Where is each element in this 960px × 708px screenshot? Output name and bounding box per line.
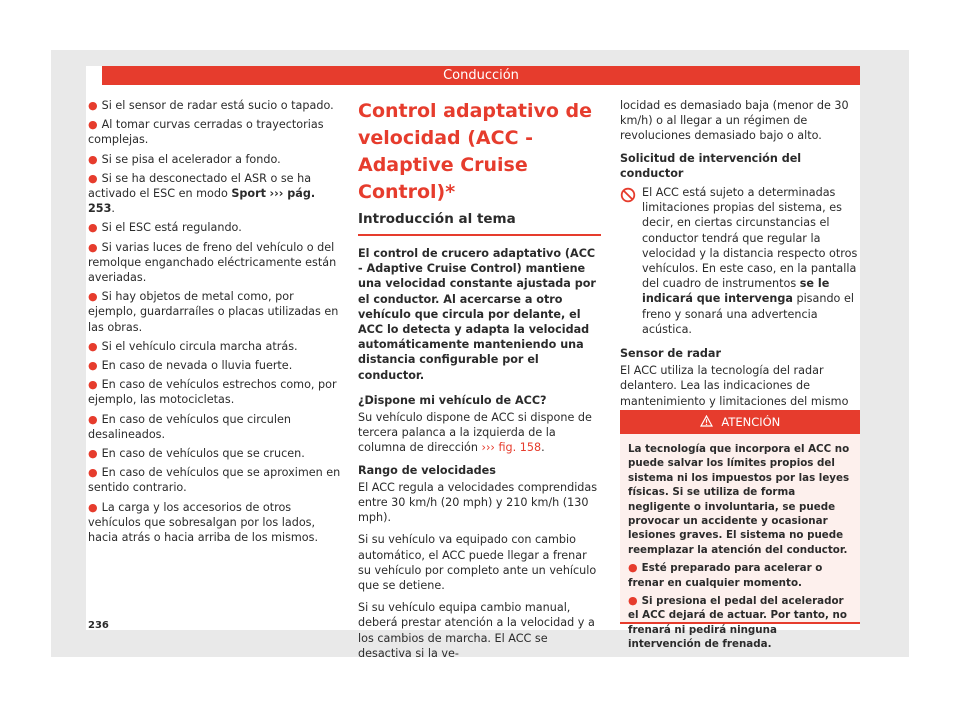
section-header: Conducción xyxy=(102,66,860,85)
bullet-icon: ● xyxy=(88,118,98,132)
radar-paragraph: El ACC utiliza la tecnología del radar delantero. Lea las indicaciones de mantenimiento y limitaciones del mismo xyxy=(620,363,862,424)
note-text: El ACC está sujeto a determinadas limitaciones propias del sistema, es decir, en ciertas circunstancias el conductor tendrá que regular la velocidad y la distancia respecto otros vehículos. En este caso, en la pantalla del cuadro de instrumentos se le indicará que intervenga pisando el freno y sonará una advertencia acústica. xyxy=(642,186,858,336)
list-item: ● Si varias luces de freno del vehículo o del remolque enganchado eléctricamente están averiadas. xyxy=(88,240,337,285)
bullet-icon: ● xyxy=(88,290,98,304)
warning-item: ● Si presiona el pedal del acelerador el ACC dejará de actuar. Por tanto, no frenará ni pedirá ninguna intervención de frenada. xyxy=(628,594,847,651)
list-item: ● La carga y los accesorios de otros vehículos que sobresalgan por los lados, hacia atrás o hacia arriba de los mismos. xyxy=(88,500,319,545)
page-number: 236 xyxy=(88,620,109,631)
note-block xyxy=(620,185,862,337)
bullet-icon: ● xyxy=(628,561,638,575)
bullet-icon: ● xyxy=(88,466,98,480)
bullet-icon: ● xyxy=(88,221,98,235)
bullet-icon: ● xyxy=(88,240,98,254)
continued-paragraph: locidad es demasiado baja (menor de 30 km/h) o al llegar a un régimen de revoluciones demasiado bajo o alto. xyxy=(620,99,849,143)
list-item: ● En caso de nevada o lluvia fuerte. xyxy=(88,359,293,373)
figure-reference-link[interactable]: ››› fig. 158 xyxy=(481,441,542,455)
warning-title: ATENCIÓN xyxy=(721,415,781,429)
bullet-icon: ● xyxy=(88,171,98,185)
warning-header xyxy=(620,410,860,434)
list-item: ● Si se pisa el acelerador a fondo. xyxy=(88,152,281,166)
bullet-icon: ● xyxy=(88,339,98,353)
list-item: ● En caso de vehículos que se crucen. xyxy=(88,447,305,461)
bullet-icon: ● xyxy=(88,500,98,514)
middle-column xyxy=(358,98,601,668)
left-column xyxy=(88,98,342,549)
list-item: ● En caso de vehículos que circulen desalineados. xyxy=(88,412,291,441)
section-title: Control adaptativo de velocidad (ACC - Adaptive Cruise Control)* xyxy=(358,100,593,203)
list-item: ● En caso de vehículos estrechos como, por ejemplo, las motocicletas. xyxy=(88,378,337,407)
right-column xyxy=(620,98,862,431)
prohibited-icon xyxy=(620,185,642,337)
warning-body xyxy=(620,434,860,664)
question-paragraph: Su vehículo dispone de ACC si dispone de tercera palanca a la izquierda de la columna de dirección ››› fig. 158. xyxy=(358,411,592,455)
question-heading: ¿Dispone mi vehículo de ACC? xyxy=(358,393,547,407)
warning-intro: La tecnología que incorpora el ACC no puede salvar los límites propios del sistema ni los impuestos por las leyes físicas. Si se utiliza de forma negligente o involuntaria, se puede provocar un accidente y ocasionar lesiones graves. El sistema no puede reemplazar la atención del conductor. xyxy=(628,443,850,556)
bullet-icon: ● xyxy=(88,359,98,373)
range-paragraph: El ACC regula a velocidades comprendidas entre 30 km/h (20 mph) y 210 km/h (130 mph). xyxy=(358,480,598,525)
warning-box xyxy=(620,410,860,651)
list-item: ● Al tomar curvas cerradas o trayectorias complejas. xyxy=(88,118,324,147)
warning-item: ● Esté preparado para acelerar o frenar en cualquier momento. xyxy=(628,561,823,589)
list-item: ● Si el vehículo circula marcha atrás. xyxy=(88,339,298,353)
bullet-icon: ● xyxy=(88,412,98,426)
list-item: ● Si el sensor de radar está sucio o tapado. xyxy=(88,99,334,112)
bullet-icon: ● xyxy=(88,378,98,392)
manual-paragraph: Si su vehículo equipa cambio manual, deberá prestar atención a la velocidad y a los cambios de marcha. El ACC se desactiva si la ve- xyxy=(358,601,595,660)
range-heading: Rango de velocidades xyxy=(358,463,496,477)
list-item: ● Si se ha desconectado el ASR o se ha activado el ESC en modo Sport ››› pág. 253. xyxy=(88,171,316,216)
intro-paragraph: El control de crucero adaptativo (ACC - Adaptive Cruise Control) mantiene una velocidad constante ajustada por el conductor. Al acercarse a otro vehículo que circula por delante, el ACC lo detecta y adapta la velocidad automáticamente manteniendo una distancia configurable por el conductor. xyxy=(358,247,596,382)
bullet-icon: ● xyxy=(88,447,98,461)
list-item: ● Si hay objetos de metal como, por ejemplo, guardarraíles o placas utilizadas en las obras. xyxy=(88,290,339,334)
radar-heading: Sensor de radar xyxy=(620,347,721,361)
automatic-paragraph: Si su vehículo va equipado con cambio automático, el ACC puede llegar a frenar su vehículo por completo ante un vehículo que se detiene. xyxy=(358,533,597,593)
page-reference-link[interactable]: ››› pág. 253 xyxy=(88,187,316,216)
bullet-icon: ● xyxy=(628,594,638,608)
warning-triangle-icon xyxy=(700,415,713,429)
bullet-icon: ● xyxy=(88,152,98,166)
list-item: ● Si el ESC está regulando. xyxy=(88,221,242,235)
request-heading: Solicitud de intervención del conductor xyxy=(620,151,802,180)
list-item: ● En caso de vehículos que se aproximen en sentido contrario. xyxy=(88,466,341,495)
subsection-title: Introducción al tema xyxy=(358,210,601,236)
bullet-icon: ● xyxy=(88,99,98,112)
